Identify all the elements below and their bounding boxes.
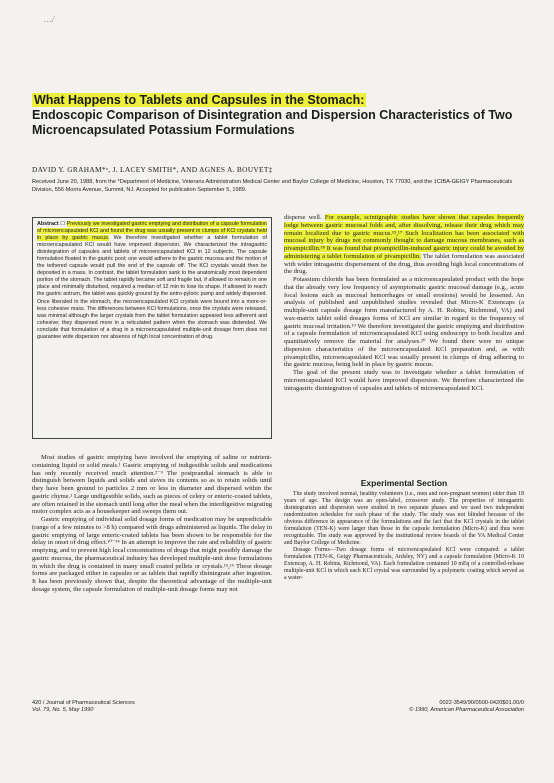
received-note: Received June 20, 1988, from the *Department of Medicine, Veterans Administration Medical Center and Baylor College of Medicine, Houston, TX 77030, and the ‡CIBA-GEIGY Pharmaceuticals Division, 556 Morris Avenue, Summit, NJ. Accepted for publication September 5, 1989. (32, 179, 513, 193)
footer-issn: 0022-3549/90/0500-0420$01.00/0 (439, 700, 524, 706)
author-line: DAVID Y. GRAHAM*ˣ, J. LACEY SMITH*, AND AGNES A. BOUVET‡ (32, 165, 273, 174)
highlighted-title: What Happens to Tablets and Capsules in the Stomach: (34, 93, 365, 107)
abstract-label: Abstract (37, 221, 59, 227)
left-column (32, 454, 272, 696)
paragraph-goal: The goal of the present study was to investigate whether a tablet formulation of microencapsulated KCl would have improved dispersion. We therefore characterized the intragastric disintegration of capsules and tablets of microencapsulated KCl. (284, 369, 524, 392)
paragraph-dosage-forms: Dosage Forms—Two dosage forms of microencapsulated KCl were compared: a tablet formulation (TEN-K, Geigy Pharmaceuticals, Ardsley, NY) and a capsule formulation (Micro-K 10 Extencap, A. H. Robins, Richmond, VA). Each formulation contained 10 mEq of a controlled-release multiple-unit KCl in which each KCl crystal was surrounded by a polymeric coating which served as a water- (284, 546, 524, 581)
abstract-text: We therefore investigated whether a tablet formulation of microencapsulated KCl would have improved dispersion. We characterized the intragastric disintegration of capsules and tablets of microencapsulated KCl in 12 subjects. The capsule formulation floated in the gastric pool; one would adhere to the gastric mucosa and the motion of the tethered capsule would pull the end of the capsule off. The KCl crystals would then be deposited in a mass. In contrast, the tablet formulation sank to the anatomically most dependent portion of the stomach. The tablet rapidly became soft and fragile but, if allowed to remain in one place and minimally disturbed, required a median of 12 min to lose its shape. If allowed to reach the gastric antrum, the tablet was quickly ground by the antro-pyloric pump and widely dispersed. Once liberated in the stomach, the microencapsulated KCl crystals were bound into a more-or-less cohesive mass. The differences between KCl formulations, once the crystals were released, was minimal although the larger crystals from the tablet formulation appeared less adherent and cohesive; they dispersed more in a reticulated pattern when the stomach was distended. We conclude that formulation of a drug in a microencapsulated multiple-unit dosage form does not guarantee wide dispersion nor absence of high local concentration of drug. (37, 235, 267, 340)
footer-copyright-line: © 1990, American Pharmaceutical Association (409, 707, 524, 713)
article-title-block (32, 93, 532, 138)
article-subtitle: Endoscopic Comparison of Disintegration and Dispersion Characteristics of Two Microencapsulated Potassium Formulations (32, 108, 513, 137)
highlighted-passage: For example, scintigraphic studies have shown that capsules frequently lodge between gastric mucosal folds and, after dissolving, release their drug which may remain localized due to gastric mucus.¹⁵,¹⁷ Such localization has been associated with mucosal injury by drugs not commonly thought to damage mucous membranes, such as pivampicillin.¹⁸ It was found that pivampicillin-induced gastric injury could be avoided by administering a tablet formulation of pivampicillin. (284, 214, 524, 260)
intro-paragraph-2: Gastric emptying of individual solid dosage forms of medication may be unpredictable (range of a few minutes to >8 h) compared with drugs administered as liquids. The delay in gastric emptying of large enteric-coated tablets has been shown to be responsible for the delay in onset of drug effect.¹⁰⁻¹⁴ In an attempt to improve the rate and reliability of gastric emptying, and to prevent high local concentrations of drugs that might possibly damage the gastric mucosa, the pharmaceutical industry has developed multiple-unit dose formulations in which the drug is contained in many small coated pellets or crystals.¹⁵,¹⁶ These dosage forms are packaged either in capsules or as tablets that rapidly disintegrate after ingestion. It has been previously shown that, despite the theoretical advantage of the multiple-unit dosage system, the capsule formulation of multiple-unit dosage forms may not (32, 516, 272, 593)
margin-mark: …/ (44, 14, 55, 24)
paragraph-tail: The tablet formulation was associated with wider intragastric dispersement of the drug, thus avoiding high local concentrations of the drug. (284, 252, 524, 276)
section-heading: Experimental Section (360, 478, 448, 488)
paragraph-potassium: Potassium chloride has been formulated as a microencapsulated product with the hope that the already very low frequency of asymptomatic gastric mucosal damage (e.g., acute focal lesions such as mucosal hemorrhages or small erosions) would be lessened. An analysis of published and unpublished studies revealed that Micro-K Extencaps (a multiple-unit capsule dosage form manufactured by A. H. Robins, Richmond, VA) and wax-matrix tablet solid dosages forms of KCl are similar in regard to the frequency of gastric mucosal irritation.¹⁹ We therefore investigated the gastric emptying and distribution of a capsule formulation of microencapsulated KCl using endoscopy to both localize and quantitatively remove the material for analyses.²⁰ We found there were no unique dispersion characteristics of the microencapsulated KCl preparation and, as with pivampicillin, microencapsulated KCl was usually present in clumps of drug adhering to the gastric mucosa, being held in place by gastric mucus. (284, 276, 524, 369)
right-column (284, 214, 524, 705)
paragraph-dispersion (284, 214, 524, 276)
intro-paragraph-1: Most studies of gastric emptying have involved the emptying of saline or nutrient-containing liquid or solid meals.¹ Gastric emptying of indigestible solids and medications has only recently received much attention.²⁻⁹ The postprandial stomach is able to distinguish between liquids and solids and sieves its contents so as to retain solids until they have been ground to particles 2 mm or less in diameter and dispersed within the gastric chyme.¹ Large undigestible solids, such as pieces of celery or enteric-coated tablets, are often retained in the stomach until long after the meal when the interdigestive migrating motor complex acts as a housekeeper and sweeps them out. (32, 454, 272, 516)
paragraph-lead: disperse well. (284, 214, 322, 221)
footer-copyright (312, 700, 524, 714)
right-column-body (284, 214, 524, 475)
footer-journal-line: 420 / Journal of Pharmaceutical Sciences (32, 700, 135, 706)
paragraph-study-design: The study involved normal, healthy volunteers (i.e., men and non-pregnant women) older than 18 years of age. The design was an open-label, crossover study. The properties of intragastric disintegration and dispersion were studied in two separate phases and we used two independent randomization schedules for each phase of the study. The study was not blinded because of the obvious difference in appearance of the formulations and the fact that the KCl crystals in the tablet formulation (TEN-K) were larger than those in the capsule formulation (Micro-K) and thus were recognizable. The study was approved by the institutional review boards of the VA Medical Center and Baylor College of Medicine. (284, 490, 524, 546)
footer-journal (32, 700, 272, 714)
footer-volume-line: Vol. 79, No. 5, May 1990 (32, 707, 94, 713)
article-title (32, 93, 532, 108)
experimental-section-body (284, 491, 524, 705)
abstract-box (32, 217, 272, 439)
checkbox-icon: ☐ (60, 221, 66, 227)
abstract-highlighted-text: Previously we investigated gastric emptying and distribution of a capsule formulation of microencapsulated KCl and found the drug was usually present in clumps of KCl crystals held in place by gastric mucus. (37, 221, 267, 242)
